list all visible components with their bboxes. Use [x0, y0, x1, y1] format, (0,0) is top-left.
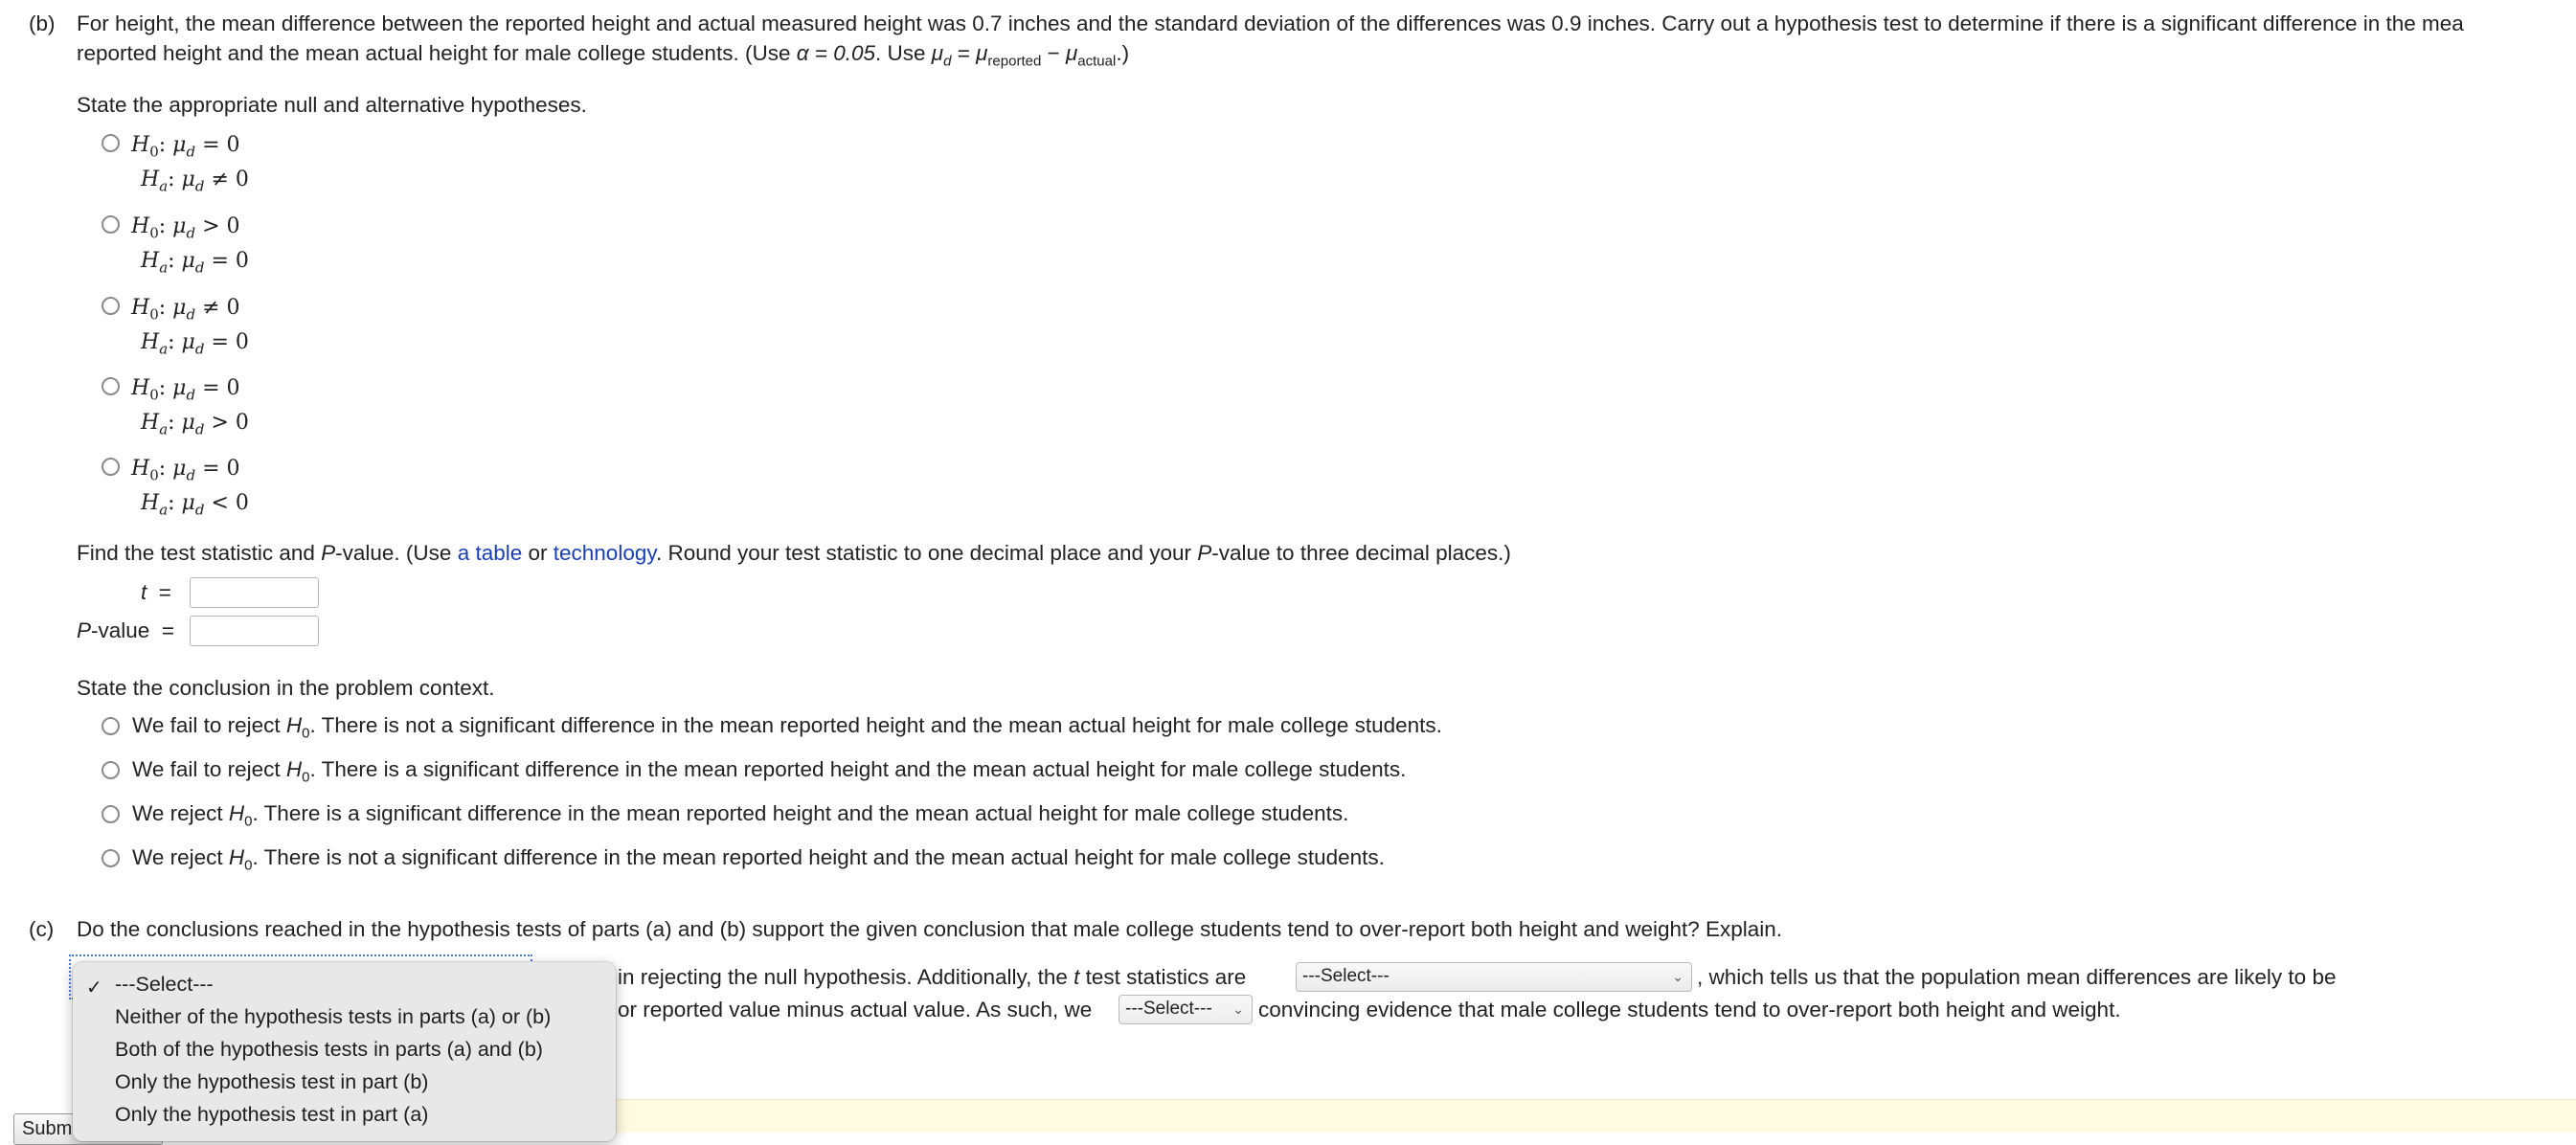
conclusion-radio-4[interactable]: [102, 849, 120, 867]
part-c-line2: or reported value minus actual value. As such, we: [618, 998, 1093, 1022]
chevron-down-icon: ⌄: [1672, 969, 1683, 984]
part-b-intro-line2: reported height and the mean actual height for male college students. (Use α = 0.05. Use $\mu_d = \mu_{reported} - \mu_{actual}$.): [77, 41, 1130, 70]
hypotheses-prompt: State the appropriate null and alternative hypotheses.: [77, 93, 587, 117]
conclusion-select[interactable]: ---Select--- ⌄: [1119, 995, 1253, 1024]
conclusion-prompt: State the conclusion in the problem context.: [77, 676, 495, 700]
chevron-down-icon: ⌄: [1232, 1001, 1244, 1017]
notification-bar: [613, 1099, 2576, 1133]
part-b-label: (b): [29, 11, 56, 35]
part-c-line1: in rejecting the null hypothesis. Additionally, the t test statistics are: [618, 965, 1247, 989]
p-value-input[interactable]: [190, 616, 319, 646]
hypothesis-radio-1[interactable]: [102, 134, 120, 152]
hypothesis-radio-4[interactable]: [102, 377, 120, 395]
table-link[interactable]: a table: [457, 541, 523, 565]
hypothesis-radio-5[interactable]: [102, 458, 120, 476]
t-statistic-input[interactable]: [190, 577, 319, 608]
dropdown-option-only-a[interactable]: Only the hypothesis test in part (a): [115, 1103, 429, 1126]
part-c-label: (c): [29, 917, 55, 941]
test-statistics-select[interactable]: ---Select--- ⌄: [1296, 962, 1692, 992]
submit-button[interactable]: Subm: [13, 1113, 163, 1145]
part-b-intro-line1: For height, the mean difference between the reported height and actual measured height was 0.7 inches and the standard deviation of the differences was 0.9 inches. Carry out a hypothesis test to determine if there is a significant difference in the mea: [77, 11, 2464, 35]
technology-link[interactable]: technology: [553, 541, 656, 565]
part-c-line1-end: , which tells us that the population mean differences are likely to be: [1697, 965, 2337, 989]
part-c-question: Do the conclusions reached in the hypothesis tests of parts (a) and (b) support the given conclusion that male college students tend to over-report both height and weight? Explain.: [77, 917, 1783, 941]
dropdown-option-select[interactable]: ---Select---: [115, 973, 214, 996]
check-icon: ✓: [86, 977, 102, 999]
hypothesis-radio-2[interactable]: [102, 215, 120, 234]
alpha-text: α = 0.05: [796, 41, 875, 65]
tests-dropdown-menu[interactable]: [73, 962, 616, 1141]
dropdown-option-neither[interactable]: Neither of the hypothesis tests in parts (a) or (b): [115, 1005, 552, 1028]
part-c-line2-end: convincing evidence that male college students tend to over-report both height and weight.: [1258, 998, 2121, 1022]
test-statistic-prompt: Find the test statistic and P-value. (Use a table or technology. Round your test statistic to one decimal place and your P-value to three decimal places.): [77, 541, 1511, 565]
t-label: t =: [141, 580, 171, 604]
conclusion-radio-2[interactable]: [102, 761, 120, 779]
dropdown-option-only-b[interactable]: Only the hypothesis test in part (b): [115, 1070, 429, 1093]
conclusion-radio-1[interactable]: [102, 717, 120, 735]
conclusion-radio-3[interactable]: [102, 805, 120, 823]
p-value-label: P-value =: [77, 618, 174, 642]
hypothesis-radio-3[interactable]: [102, 297, 120, 315]
dropdown-option-both[interactable]: Both of the hypothesis tests in parts (a) and (b): [115, 1038, 543, 1061]
